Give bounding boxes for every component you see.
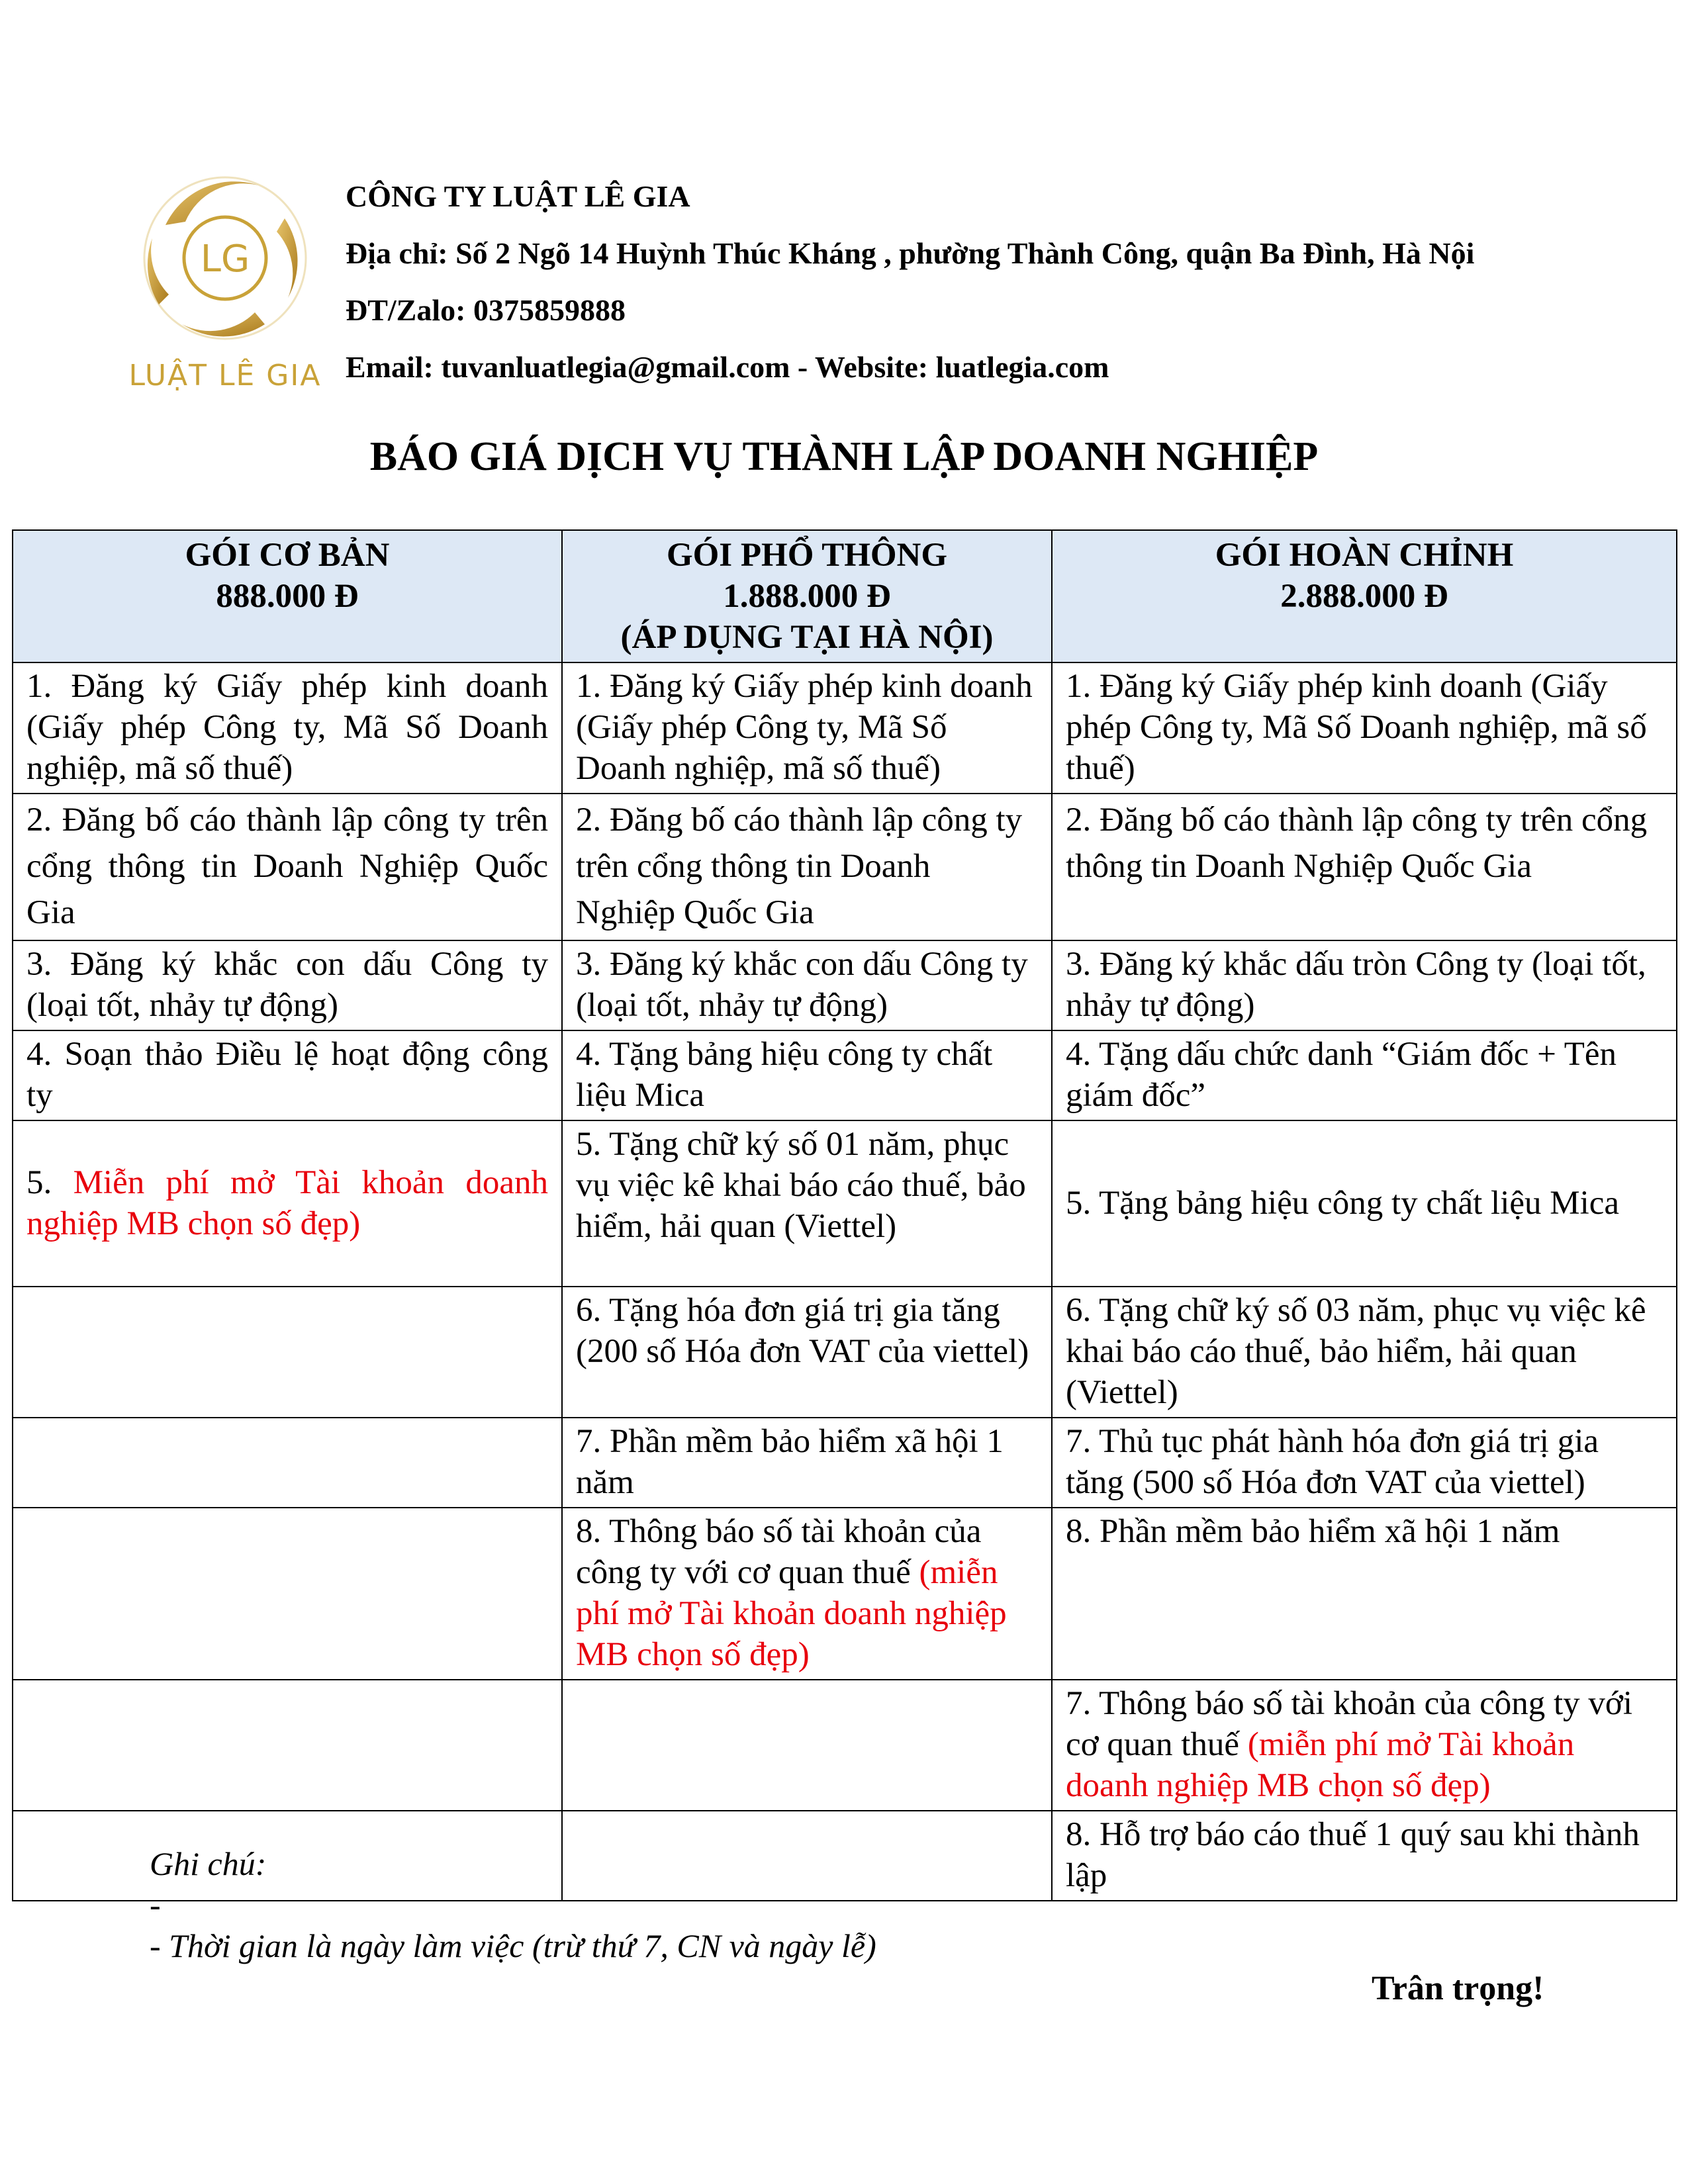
package-price: 1.888.000 Đ <box>723 578 891 615</box>
table-header-row <box>13 530 1677 662</box>
package-price: 888.000 Đ <box>216 578 359 615</box>
company-email-website: Email: tuvanluatlegia@gmail.com - Website: luatlegia.com <box>346 350 1109 384</box>
package-name: GÓI CƠ BẢN <box>185 537 390 574</box>
company-address: Địa chỉ: Số 2 Ngõ 14 Huỳnh Thúc Kháng , phường Thành Công, quận Ba Đình, Hà Nội <box>346 236 1475 270</box>
header-standard-package <box>562 530 1052 662</box>
table-row <box>13 1508 1677 1680</box>
table-row <box>13 1287 1677 1418</box>
table-cell: 4. Soạn thảo Điều lệ hoạt động công ty <box>13 1030 562 1120</box>
table-cell: 3. Đăng ký khắc dấu tròn Công ty (loại tốt, nhảy tự động) <box>1052 940 1677 1030</box>
table-row <box>13 794 1677 940</box>
mb-account-offer: (miễn phí mở Tài khoản doanh nghiệp MB chọn số đẹp) <box>1066 1726 1575 1804</box>
table-cell <box>13 1120 562 1287</box>
company-logo <box>126 165 324 397</box>
table-cell: 5. Tặng chữ ký số 01 năm, phục vụ việc kê khai báo cáo thuế, bảo hiểm, hải quan (Viettel) <box>562 1120 1052 1287</box>
table-cell <box>13 1418 562 1508</box>
notes <box>150 1843 876 1966</box>
notes-line: - Thời gian là ngày làm việc (trừ thứ 7, CN và ngày lễ) <box>150 1927 876 1964</box>
table-cell: 6. Tặng chữ ký số 03 năm, phục vụ việc kê khai báo cáo thuế, bảo hiểm, hải quan (Viettel) <box>1052 1287 1677 1418</box>
table-row <box>13 1680 1677 1811</box>
table-cell: 7. Phần mềm bảo hiểm xã hội 1 năm <box>562 1418 1052 1508</box>
table-row <box>13 1120 1677 1287</box>
package-name: GÓI PHỔ THÔNG <box>666 537 948 574</box>
package-name: GÓI HOÀN CHỈNH <box>1215 537 1514 574</box>
table-cell: 5. Tặng bảng hiệu công ty chất liệu Mica <box>1052 1120 1677 1287</box>
table-row <box>13 940 1677 1030</box>
table-cell: 6. Tặng hóa đơn giá trị gia tăng (200 số Hóa đơn VAT của viettel) <box>562 1287 1052 1418</box>
table-cell: 3. Đăng ký khắc con dấu Công ty (loại tốt, nhảy tự động) <box>562 940 1052 1030</box>
table-cell: 2. Đăng bố cáo thành lập công ty trên cổng thông tin Doanh Nghiệp Quốc Gia <box>13 794 562 940</box>
row5-basic-prefix: 5. <box>26 1163 73 1201</box>
table-cell: 1. Đăng ký Giấy phép kinh doanh (Giấy phép Công ty, Mã Số Doanh nghiệp, mã số thuế) <box>1052 662 1677 794</box>
company-name: CÔNG TY LUẬT LÊ GIA <box>346 179 690 213</box>
table-cell: 4. Tặng bảng hiệu công ty chất liệu Mica <box>562 1030 1052 1120</box>
notes-line: - <box>150 1886 161 1923</box>
logo-text: LUẬT LÊ GIA <box>128 359 322 392</box>
closing-regards: Trân trọng! <box>1372 1970 1544 2007</box>
table-cell: 7. Thủ tục phát hành hóa đơn giá trị gia tăng (500 số Hóa đơn VAT của viettel) <box>1052 1418 1677 1508</box>
account-notice-text: 8. Thông báo số tài khoản của công ty với cơ quan thuế <box>576 1513 982 1591</box>
table-cell: 8. Phần mềm bảo hiểm xã hội 1 năm <box>1052 1508 1677 1680</box>
header-basic-package <box>13 530 562 662</box>
account-notice-text: 7. Thông báo số tài khoản của công ty với cơ quan thuế <box>1066 1685 1633 1763</box>
table-cell: 8. Hỗ trợ báo cáo thuế 1 quý sau khi thành lập <box>1052 1811 1677 1901</box>
logo-monogram: LG <box>200 238 250 281</box>
company-header <box>346 177 1474 405</box>
package-note: (ÁP DỤNG TẠI HÀ NỘI) <box>620 619 994 656</box>
table-cell: 1. Đăng ký Giấy phép kinh doanh (Giấy phép Công ty, Mã Số Doanh nghiệp, mã số thuế) <box>562 662 1052 794</box>
document-title: BÁO GIÁ DỊCH VỤ THÀNH LẬP DOANH NGHIỆP <box>369 434 1319 479</box>
table-cell <box>13 1680 562 1811</box>
notes-label: Ghi chú: <box>150 1845 267 1882</box>
table-row <box>13 1418 1677 1508</box>
table-cell <box>1052 1680 1677 1811</box>
logo-swirl-icon <box>126 165 324 351</box>
table-cell <box>13 1508 562 1680</box>
table-cell: 3. Đăng ký khắc con dấu Công ty (loại tốt, nhảy tự động) <box>13 940 562 1030</box>
table-cell: 2. Đăng bố cáo thành lập công ty trên cổng thông tin Doanh Nghiệp Quốc Gia <box>1052 794 1677 940</box>
table-cell <box>562 1680 1052 1811</box>
table-row <box>13 662 1677 794</box>
table-row <box>13 1030 1677 1120</box>
table-cell <box>13 1287 562 1418</box>
company-phone: ĐT/Zalo: 0375859888 <box>346 293 626 327</box>
table-cell: 1. Đăng ký Giấy phép kinh doanh (Giấy phép Công ty, Mã Số Doanh nghiệp, mã số thuế) <box>13 662 562 794</box>
table-cell: 4. Tặng dấu chức danh “Giám đốc + Tên giám đốc” <box>1052 1030 1677 1120</box>
table-cell <box>562 1508 1052 1680</box>
header-complete-package <box>1052 530 1677 662</box>
mb-account-offer: (miễn phí mở Tài khoản doanh nghiệp MB chọn số đẹp) <box>576 1554 1007 1673</box>
mb-account-offer: Miễn phí mở Tài khoản doanh nghiệp MB chọn số đẹp) <box>26 1163 548 1242</box>
table-cell: 2. Đăng bố cáo thành lập công ty trên cổng thông tin Doanh Nghiệp Quốc Gia <box>562 794 1052 940</box>
package-price: 2.888.000 Đ <box>1280 578 1448 615</box>
price-table <box>12 529 1677 1901</box>
